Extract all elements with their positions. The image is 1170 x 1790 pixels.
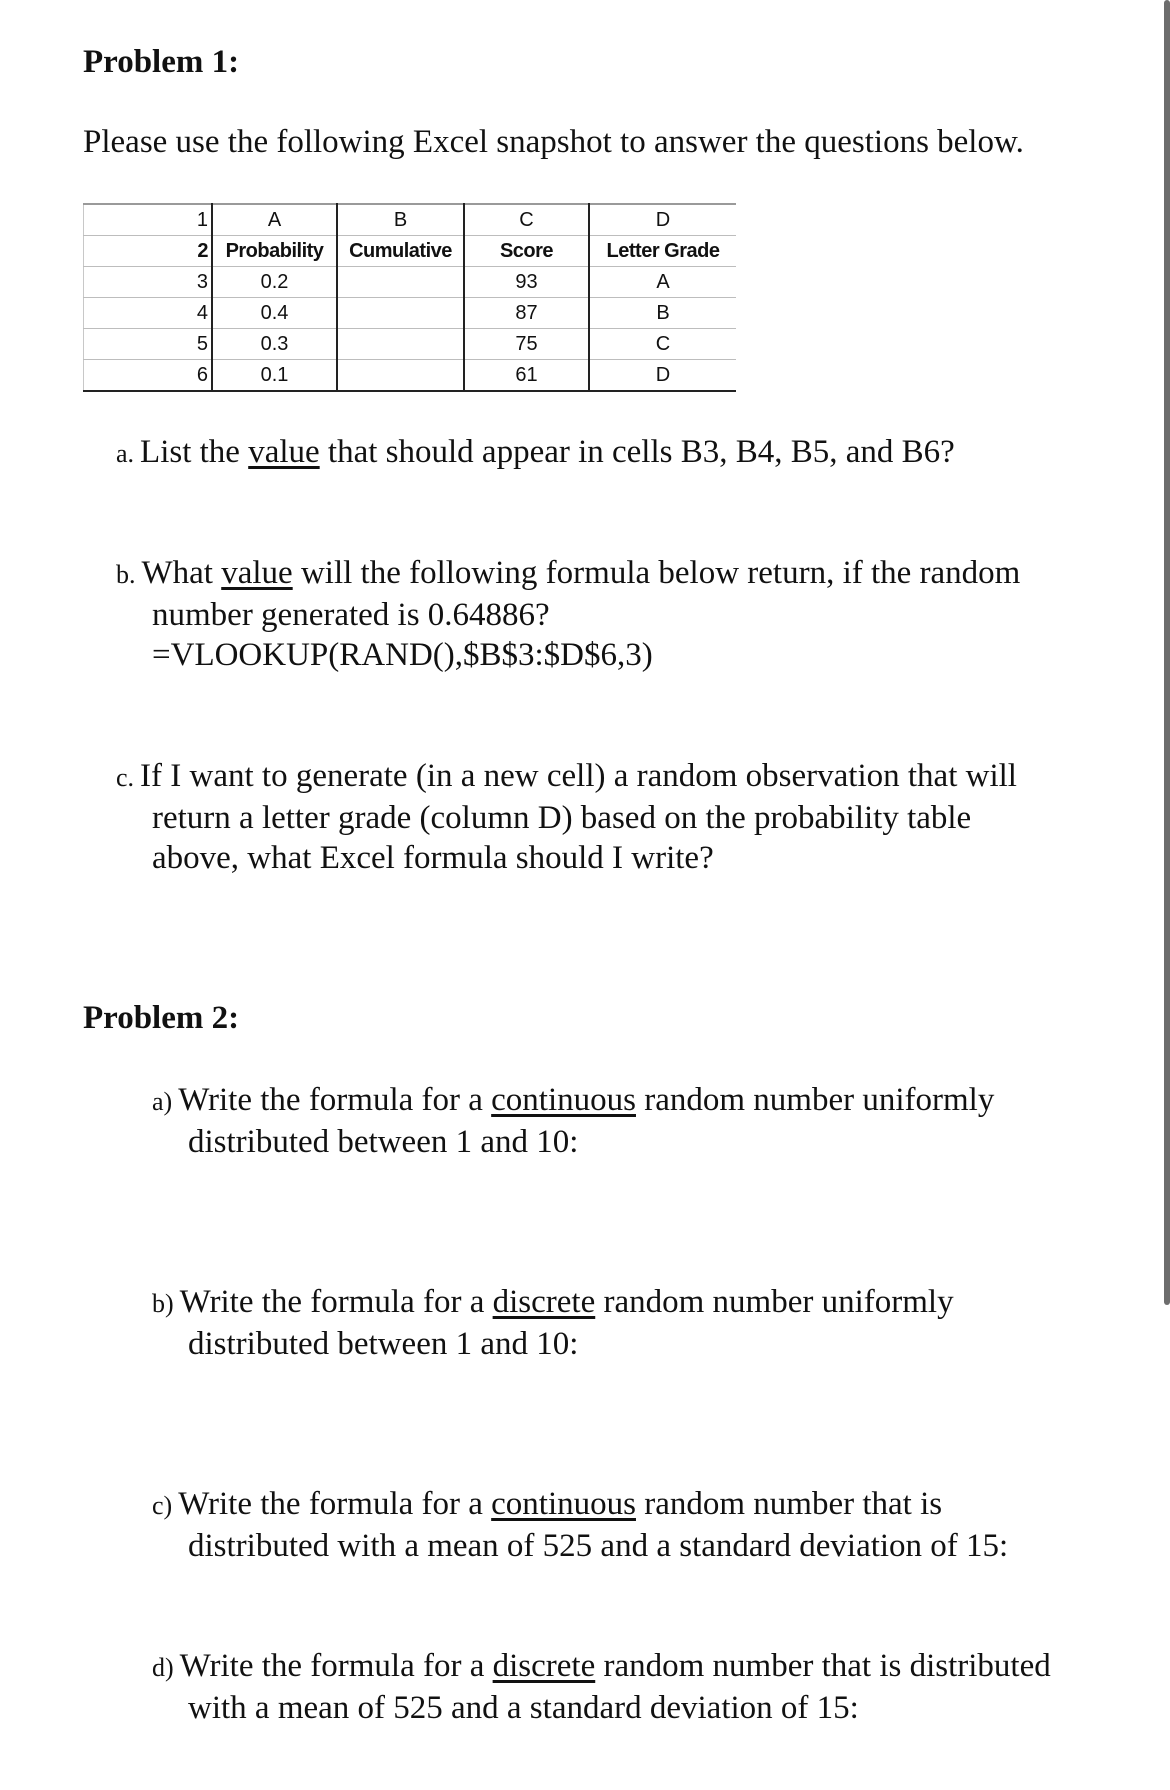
row-number: 5 xyxy=(84,329,213,360)
cell-a2: Probability xyxy=(212,236,337,267)
underlined-word: value xyxy=(221,555,293,591)
excel-snapshot xyxy=(83,203,736,392)
underlined-word: continuous xyxy=(491,1082,636,1118)
question-label: b. xyxy=(116,560,136,589)
sheet-row xyxy=(84,236,737,267)
question-text: What xyxy=(141,555,222,591)
column-header-d: D xyxy=(589,204,736,236)
vertical-scrollbar[interactable] xyxy=(1164,0,1170,1305)
sheet-row xyxy=(84,329,737,360)
cell-b5 xyxy=(337,329,464,360)
question-2d xyxy=(152,1646,1051,1728)
row-number: 6 xyxy=(84,360,213,392)
sheet-row xyxy=(84,267,737,298)
question-text: with a mean of 525 and a standard deviation of 15: xyxy=(188,1690,859,1726)
cell-b6 xyxy=(337,360,464,392)
question-label: d) xyxy=(152,1653,174,1682)
underlined-word: discrete xyxy=(492,1284,596,1320)
question-text: random number that is xyxy=(635,1486,943,1522)
cell-c3: 93 xyxy=(464,267,589,298)
formula-text: =VLOOKUP(RAND(),$B$3:$D$6,3) xyxy=(152,637,653,673)
question-text: Write the formula for a xyxy=(178,1082,492,1118)
cell-c4: 87 xyxy=(464,298,589,329)
question-label: c) xyxy=(152,1491,173,1520)
cell-c5: 75 xyxy=(464,329,589,360)
problem-1-heading: Problem 1: xyxy=(83,44,240,80)
question-1b xyxy=(116,553,1020,675)
question-text: number generated is 0.64886? xyxy=(152,597,550,633)
underlined-word: continuous xyxy=(491,1486,636,1522)
cell-b4 xyxy=(337,298,464,329)
question-text: will the following formula below return, if the random xyxy=(292,555,1021,591)
question-text: above, what Excel formula should I write? xyxy=(152,840,714,876)
question-label: a. xyxy=(116,439,135,468)
cell-a5: 0.3 xyxy=(212,329,337,360)
cell-b3 xyxy=(337,267,464,298)
excel-table xyxy=(83,203,736,392)
column-header-b: B xyxy=(337,204,464,236)
cell-a4: 0.4 xyxy=(212,298,337,329)
cell-d2: Letter Grade xyxy=(589,236,736,267)
question-text: Write the formula for a xyxy=(179,1648,493,1684)
question-text: return a letter grade (column D) based on the probability table xyxy=(152,800,972,836)
cell-c6: 61 xyxy=(464,360,589,392)
cell-d6: D xyxy=(589,360,736,392)
question-text: distributed with a mean of 525 and a standard deviation of 15: xyxy=(188,1528,1009,1564)
cell-a3: 0.2 xyxy=(212,267,337,298)
row-number: 1 xyxy=(84,204,213,236)
question-text: Write the formula for a xyxy=(179,1284,493,1320)
sheet-row xyxy=(84,204,737,236)
column-header-a: A xyxy=(212,204,337,236)
question-text: distributed between 1 and 10: xyxy=(188,1326,579,1362)
question-text: that should appear in cells B3, B4, B5, and B6? xyxy=(319,434,955,470)
underlined-word: value xyxy=(248,434,320,470)
cell-a6: 0.1 xyxy=(212,360,337,392)
question-label: b) xyxy=(152,1289,174,1318)
cell-b2: Cumulative xyxy=(337,236,464,267)
question-1c xyxy=(116,756,1017,878)
problem-1-intro: Please use the following Excel snapshot to answer the questions below. xyxy=(83,124,1024,160)
row-number: 2 xyxy=(84,236,213,267)
row-number: 4 xyxy=(84,298,213,329)
sheet-row xyxy=(84,360,737,392)
question-label: a) xyxy=(152,1087,173,1116)
question-text: random number uniformly xyxy=(595,1284,954,1320)
question-2b xyxy=(152,1282,954,1364)
underlined-word: discrete xyxy=(492,1648,596,1684)
question-1a xyxy=(116,432,955,474)
row-number: 3 xyxy=(84,267,213,298)
question-text: Write the formula for a xyxy=(178,1486,492,1522)
question-2c xyxy=(152,1484,1008,1566)
question-text: random number that is distributed xyxy=(595,1648,1051,1684)
question-text: If I want to generate (in a new cell) a random observation that will xyxy=(140,758,1017,794)
problem-2-heading: Problem 2: xyxy=(83,1000,240,1036)
cell-d4: B xyxy=(589,298,736,329)
question-text: random number uniformly xyxy=(635,1082,995,1118)
question-label: c. xyxy=(116,763,135,792)
question-text: distributed between 1 and 10: xyxy=(188,1124,579,1160)
cell-d5: C xyxy=(589,329,736,360)
question-2a xyxy=(152,1080,994,1162)
cell-d3: A xyxy=(589,267,736,298)
sheet-row xyxy=(84,298,737,329)
cell-c2: Score xyxy=(464,236,589,267)
question-text: List the xyxy=(140,434,249,470)
column-header-c: C xyxy=(464,204,589,236)
